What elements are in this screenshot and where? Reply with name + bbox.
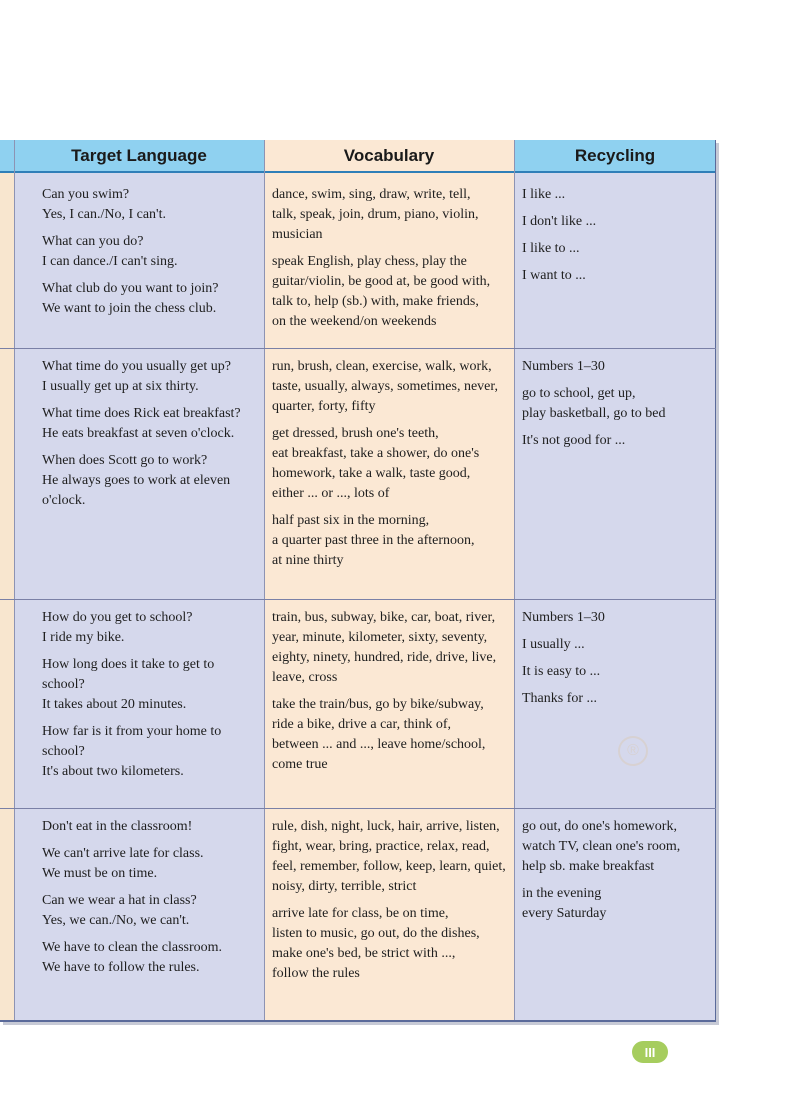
cell-paragraph [42,232,260,272]
cell-paragraph [522,239,712,259]
cell-line: watch TV, clean one's room, [522,839,681,854]
cell-line: a quarter past three in the afternoon, [272,533,475,548]
header-target-language: Target Language [14,140,264,173]
cell-paragraph [42,185,260,225]
cell-paragraph [42,404,260,444]
cell-line: Can you swim? [42,187,130,202]
cell-paragraph [42,357,260,397]
cell-line: I like to ... [522,241,580,256]
cell-vocabulary [272,817,510,991]
column-divider [715,140,716,1020]
content-table [0,140,716,1022]
cell-paragraph [42,938,260,978]
cell-paragraph [42,608,260,648]
cell-line: Numbers 1–30 [522,610,605,625]
page-number-badge: III [632,1041,668,1063]
cell-line: make one's bed, be strict with ..., [272,946,456,961]
cell-paragraph [522,884,712,924]
cell-line: taste, usually, always, sometimes, never, [272,379,498,394]
cell-paragraph [272,511,510,571]
cell-line: What can you do? [42,234,144,249]
cell-line: homework, take a walk, taste good, [272,466,471,481]
cell-line: go to school, get up, [522,386,636,401]
cell-line: We have to clean the classroom. [42,940,223,955]
cell-paragraph [272,357,510,417]
left-margin-column [0,140,14,1020]
cell-vocabulary [272,357,510,578]
cell-line: in the evening [522,886,602,901]
cell-paragraph [272,608,510,688]
cell-line: musician [272,227,323,242]
cell-line: I ride my bike. [42,630,125,645]
column-divider [264,140,265,1020]
cell-line: It's not good for ... [522,433,626,448]
cell-paragraph [522,431,712,451]
cell-line: How far is it from your home to [42,724,222,739]
cell-line: help sb. make breakfast [522,859,655,874]
cell-line: It takes about 20 minutes. [42,697,187,712]
cell-line: take the train/bus, go by bike/subway, [272,697,484,712]
cell-paragraph [272,904,510,984]
cell-line: speak English, play chess, play the [272,254,467,269]
cell-line: every Saturday [522,906,607,921]
cell-line: I can dance./I can't sing. [42,254,178,269]
cell-line: either ... or ..., lots of [272,486,390,501]
cell-paragraph [522,266,712,286]
cell-line: feel, remember, follow, keep, learn, quiet, [272,859,506,874]
cell-paragraph [522,384,712,424]
cell-line: Yes, we can./No, we can't. [42,913,190,928]
cell-target [42,817,260,985]
cell-line: talk, speak, join, drum, piano, violin, [272,207,479,222]
cell-line: talk to, help (sb.) with, make friends, [272,294,479,309]
cell-line: What time does Rick eat breakfast? [42,406,241,421]
cell-recycling [522,185,712,293]
header-left-stub [0,140,14,173]
cell-paragraph [522,689,712,709]
cell-line: quarter, forty, fifty [272,399,376,414]
cell-line: get dressed, brush one's teeth, [272,426,439,441]
registered-watermark: ® [618,736,648,766]
cell-paragraph [42,891,260,931]
column-divider [14,140,15,1020]
cell-line: go out, do one's homework, [522,819,677,834]
cell-line: eat breakfast, take a shower, do one's [272,446,480,461]
cell-line: leave, cross [272,670,338,685]
cell-line: listen to music, go out, do the dishes, [272,926,480,941]
cell-paragraph [522,212,712,232]
cell-paragraph [42,655,260,715]
cell-line: follow the rules [272,966,360,981]
cell-line: What time do you usually get up? [42,359,231,374]
cell-paragraph [272,185,510,245]
cell-line: fight, wear, bring, practice, relax, read, [272,839,490,854]
cell-target [42,185,260,326]
cell-line: noisy, dirty, terrible, strict [272,879,417,894]
cell-vocabulary [272,608,510,782]
column-divider [514,140,515,1020]
cell-paragraph [272,252,510,332]
cell-line: run, brush, clean, exercise, walk, work, [272,359,492,374]
cell-line: year, minute, kilometer, sixty, seventy, [272,630,488,645]
cell-line: I usually ... [522,637,585,652]
cell-line: I like ... [522,187,566,202]
row-divider [0,599,716,600]
cell-line: school? [42,677,85,692]
cell-paragraph [42,844,260,884]
cell-line: Don't eat in the classroom! [42,819,193,834]
cell-line: We have to follow the rules. [42,960,200,975]
cell-line: play basketball, go to bed [522,406,666,421]
cell-line: eighty, ninety, hundred, ride, drive, live, [272,650,497,665]
cell-line: How do you get to school? [42,610,193,625]
cell-line: half past six in the morning, [272,513,430,528]
cell-line: Numbers 1–30 [522,359,605,374]
cell-line: It is easy to ... [522,664,601,679]
row-divider [0,808,716,809]
cell-line: guitar/violin, be good at, be good with, [272,274,491,289]
cell-line: dance, swim, sing, draw, write, tell, [272,187,471,202]
cell-line: Yes, I can./No, I can't. [42,207,166,222]
cell-paragraph [42,722,260,782]
cell-line: o'clock. [42,493,86,508]
cell-paragraph [522,635,712,655]
cell-line: He eats breakfast at seven o'clock. [42,426,235,441]
cell-line: I usually get up at six thirty. [42,379,199,394]
cell-line: train, bus, subway, bike, car, boat, river, [272,610,496,625]
cell-line: Can we wear a hat in class? [42,893,197,908]
cell-line: come true [272,757,328,772]
cell-line: school? [42,744,85,759]
cell-paragraph [522,185,712,205]
cell-line: He always goes to work at eleven [42,473,231,488]
cell-recycling [522,608,712,716]
cell-paragraph [272,695,510,775]
cell-paragraph [42,817,260,837]
row-divider [0,348,716,349]
cell-paragraph [42,451,260,511]
header-vocabulary: Vocabulary [264,140,514,173]
cell-line: When does Scott go to work? [42,453,208,468]
cell-paragraph [522,817,712,877]
cell-paragraph [522,608,712,628]
cell-line: between ... and ..., leave home/school, [272,737,486,752]
cell-line: It's about two kilometers. [42,764,184,779]
cell-line: I want to ... [522,268,586,283]
cell-line: I don't like ... [522,214,597,229]
cell-line: We can't arrive late for class. [42,846,204,861]
cell-line: We must be on time. [42,866,158,881]
cell-line: We want to join the chess club. [42,301,217,316]
cell-target [42,608,260,789]
cell-line: arrive late for class, be on time, [272,906,449,921]
cell-target [42,357,260,518]
cell-paragraph [272,424,510,504]
cell-paragraph [522,662,712,682]
cell-line: ride a bike, drive a car, think of, [272,717,452,732]
cell-recycling [522,357,712,458]
cell-line: at nine thirty [272,553,344,568]
cell-line: How long does it take to get to [42,657,215,672]
cell-paragraph [272,817,510,897]
cell-line: Thanks for ... [522,691,598,706]
cell-line: What club do you want to join? [42,281,219,296]
cell-paragraph [522,357,712,377]
cell-vocabulary [272,185,510,339]
cell-paragraph [42,279,260,319]
cell-line: on the weekend/on weekends [272,314,437,329]
cell-line: rule, dish, night, luck, hair, arrive, listen, [272,819,500,834]
cell-recycling [522,817,712,931]
header-recycling: Recycling [514,140,716,173]
